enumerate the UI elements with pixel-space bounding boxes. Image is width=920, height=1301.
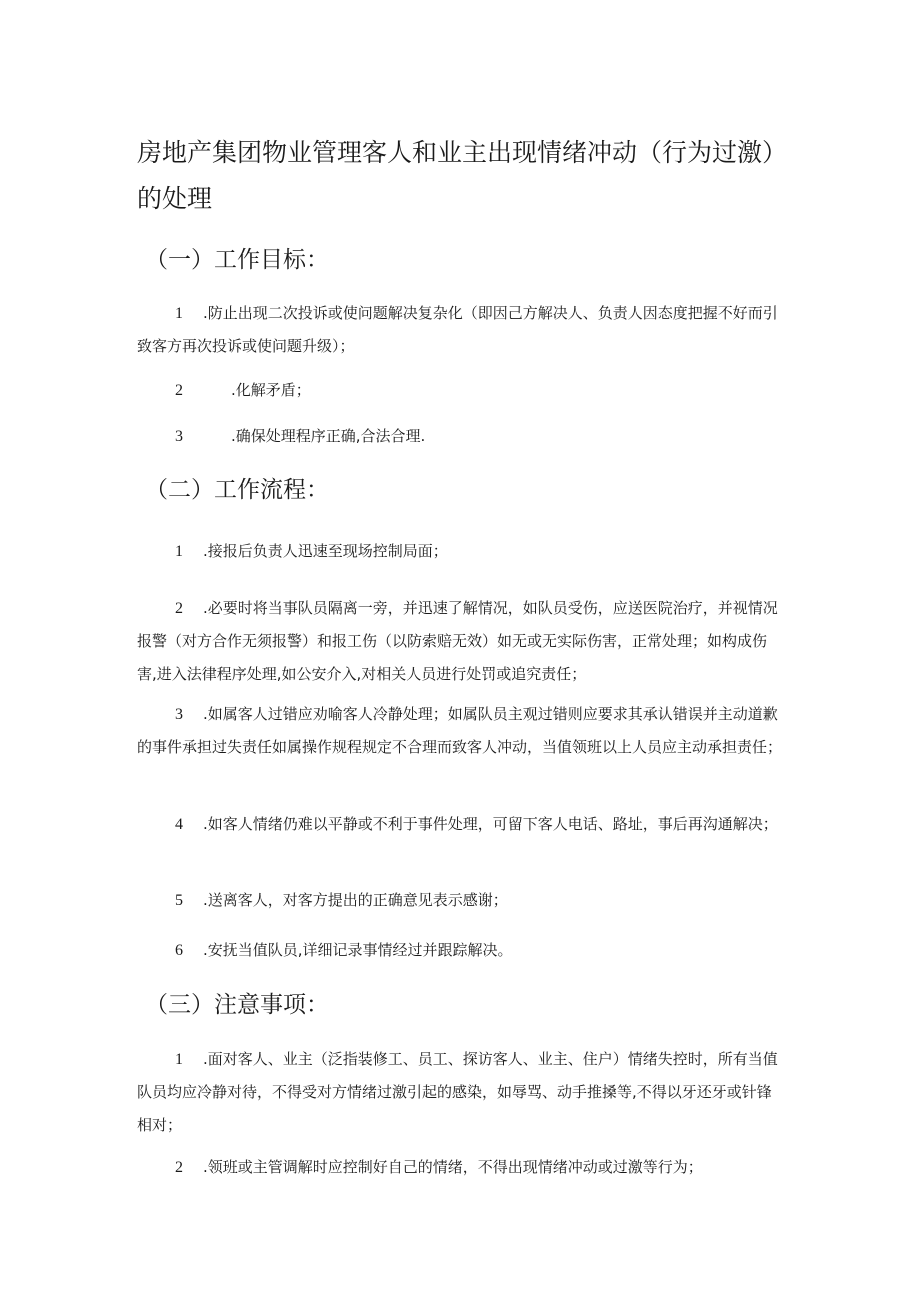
- document-title: 房地产集团物业管理客人和业主出现情绪冲动（行为过激）的处理: [137, 138, 788, 213]
- list-item: [137, 884, 785, 917]
- list-item: [137, 374, 785, 407]
- item-number: 1: [175, 543, 183, 560]
- list-item: [137, 535, 785, 568]
- list-item: [137, 1043, 785, 1142]
- item-number: 2: [175, 1159, 183, 1176]
- item-text: .确保处理程序正确,合法合理.: [231, 427, 426, 445]
- list-item: [137, 592, 785, 691]
- item-number: 1: [175, 1051, 183, 1068]
- item-number: 5: [175, 892, 183, 909]
- section-heading-goals: （一）工作目标：: [145, 247, 329, 273]
- item-text: .化解矛盾；: [231, 381, 311, 399]
- item-text: .防止出现二次投诉或使问题解决复杂化（即因己方解决人、负责人因态度把握不好而引致客方再次投诉或使问题升级）；: [137, 304, 778, 355]
- list-item: [137, 934, 785, 967]
- item-text: .领班或主管调解时应控制好自己的情绪，不得出现情绪冲动或过激等行为；: [203, 1158, 703, 1176]
- item-text: .安抚当值队员,详细记录事情经过并跟踪解决。: [203, 941, 513, 959]
- item-number: 2: [175, 382, 183, 399]
- item-number: 3: [175, 428, 183, 445]
- list-item: [137, 1151, 785, 1184]
- item-number: 1: [175, 305, 183, 322]
- item-text: .接报后负责人迅速至现场控制局面；: [203, 542, 448, 560]
- item-number: 3: [175, 706, 183, 723]
- item-text: .送离客人，对客方提出的正确意见表示感谢；: [203, 891, 508, 909]
- item-number: 4: [175, 816, 183, 833]
- item-number: 2: [175, 600, 183, 617]
- item-text: .面对客人、业主（泛指装修工、员工、探访客人、业主、住户）情绪失控时，所有当值队员均应冷静对待，不得受对方情绪过激引起的感染，如辱骂、动手推搡等,不得以牙还牙或针锋相对；: [137, 1050, 778, 1134]
- list-item: [137, 420, 785, 453]
- list-item: [137, 808, 785, 841]
- list-item: [137, 698, 785, 764]
- item-text: .如属客人过错应劝喻客人冷静处理；如属队员主观过错则应要求其承认错误并主动道歉的事件承担过失责任如属操作规程规定不合理而致客人冲动，当值领班以上人员应主动承担责任；: [137, 705, 783, 756]
- section-heading-process: （二）工作流程：: [145, 477, 329, 503]
- item-text: .如客人情绪仍难以平静或不利于事件处理，可留下客人电话、路址，事后再沟通解决；: [203, 815, 778, 833]
- item-number: 6: [175, 942, 183, 959]
- item-text: .必要时将当事队员隔离一旁，并迅速了解情况，如队员受伤，应送医院治疗，并视情况报警（对方合作无须报警）和报工伤（以防索赔无效）如无或无实际伤害，正常处理；如构成伤害,进入法律程序处理,如公安介入,对相关人员进行处罚或追究责任；: [137, 599, 778, 683]
- section-heading-notes: （三）注意事项：: [145, 992, 329, 1018]
- list-item: [137, 297, 785, 363]
